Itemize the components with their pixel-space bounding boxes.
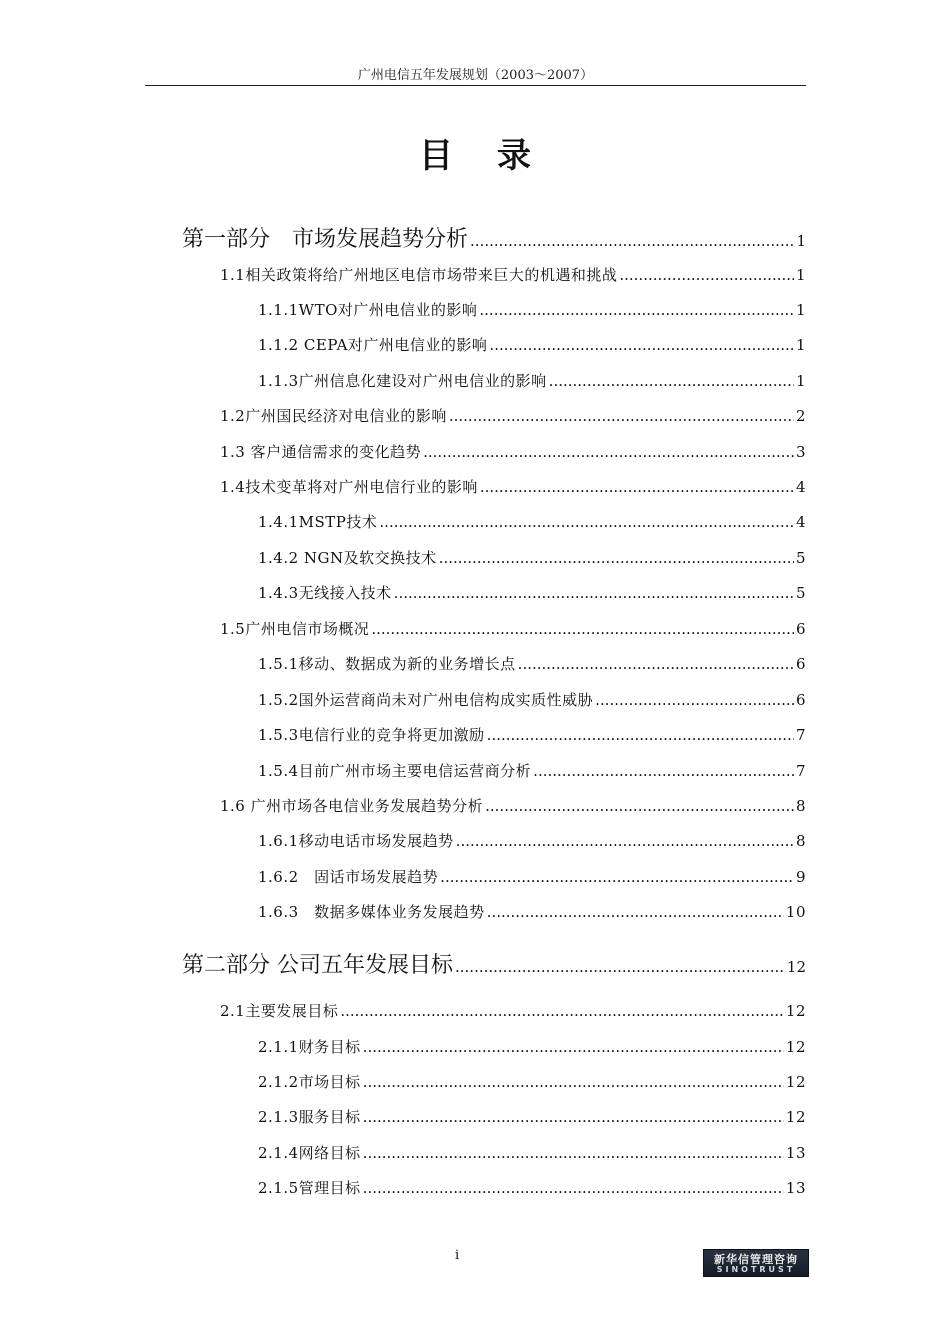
- toc-entry-page: 1: [795, 301, 806, 319]
- toc-entry-title: 2.1.1财务目标: [258, 1038, 361, 1056]
- toc-subsection-entry[interactable]: [258, 547, 806, 568]
- logo-chinese-text: 新华信管理咨询: [714, 1253, 798, 1266]
- toc-entry-title: 2.1.5管理目标: [258, 1179, 361, 1197]
- toc-entry-title: 1.5广州电信市场概况: [220, 620, 370, 638]
- toc-entry-page: 3: [795, 443, 806, 461]
- toc-entry-page: 1: [796, 232, 806, 250]
- toc-entry-title: 2.1主要发展目标: [220, 1002, 339, 1020]
- toc-entry-page: 2: [795, 407, 806, 425]
- toc-section-entry[interactable]: [220, 264, 806, 285]
- toc-entry-page: 8: [795, 797, 806, 815]
- toc-section-entry[interactable]: [220, 618, 806, 639]
- toc-section-entry[interactable]: [220, 405, 806, 426]
- toc-dot-leader: [423, 443, 794, 458]
- toc-entry-title: 1.4.2 NGN及软交换技术: [258, 549, 437, 567]
- toc-entry-title: 1.3 客户通信需求的变化趋势: [220, 443, 422, 461]
- toc-dot-leader: [480, 478, 794, 493]
- toc-subsection-entry[interactable]: [258, 866, 806, 887]
- toc-entry-page: 12: [785, 1038, 806, 1056]
- toc-dot-leader: [489, 336, 794, 351]
- toc-entry-title: 1.2广州国民经济对电信业的影响: [220, 407, 447, 425]
- toc-dot-leader: [379, 513, 794, 528]
- toc-dot-leader: [470, 232, 794, 247]
- toc-entry-page: 8: [795, 832, 806, 850]
- toc-dot-leader: [340, 1002, 784, 1017]
- toc-dot-leader: [363, 1144, 784, 1159]
- toc-dot-leader: [479, 301, 794, 316]
- toc-entry-title: 1.5.1移动、数据成为新的业务增长点: [258, 655, 516, 673]
- toc-subsection-entry[interactable]: [258, 653, 806, 674]
- toc-dot-leader: [619, 266, 794, 281]
- toc-entry-title: 2.1.2市场目标: [258, 1073, 361, 1091]
- toc-entry-page: 4: [795, 513, 806, 531]
- toc-entry-title: 1.6 广州市场各电信业务发展趋势分析: [220, 797, 484, 815]
- toc-part-entry[interactable]: [182, 948, 806, 979]
- toc-subsection-entry[interactable]: [258, 582, 806, 603]
- toc-entry-page: 13: [785, 1179, 806, 1197]
- header-rule: [145, 85, 806, 86]
- toc-entry-title: 1.4.1MSTP技术: [258, 513, 378, 531]
- toc-subsection-entry[interactable]: [258, 1106, 806, 1127]
- toc-dot-leader: [363, 1179, 784, 1194]
- footer-page-number: i: [455, 1248, 460, 1263]
- toc-dot-leader: [485, 797, 794, 812]
- toc-entry-page: 5: [795, 584, 806, 602]
- toc-dot-leader: [487, 726, 794, 741]
- toc-dot-leader: [487, 903, 784, 918]
- toc-entry-title: 1.6.3 数据多媒体业务发展趋势: [258, 903, 485, 921]
- toc-section-entry[interactable]: [220, 795, 806, 816]
- logo-english-text: SINOTRUST: [716, 1265, 796, 1274]
- toc-dot-leader: [449, 407, 794, 422]
- toc-subsection-entry[interactable]: [258, 1036, 806, 1057]
- toc-subsection-entry[interactable]: [258, 299, 806, 320]
- toc-dot-leader: [439, 549, 794, 564]
- toc-entry-page: 9: [795, 868, 806, 886]
- toc-entry-page: 12: [785, 1108, 806, 1126]
- toc-entry-title: 1.6.2 固话市场发展趋势: [258, 868, 439, 886]
- toc-dot-leader: [595, 691, 794, 706]
- toc-entry-page: 13: [785, 1144, 806, 1162]
- toc-subsection-entry[interactable]: [258, 830, 806, 851]
- toc-subsection-entry[interactable]: [258, 511, 806, 532]
- toc-dot-leader: [363, 1108, 784, 1123]
- toc-dot-leader: [363, 1038, 784, 1053]
- toc-dot-leader: [371, 620, 794, 635]
- toc-subsection-entry[interactable]: [258, 1142, 806, 1163]
- toc-entry-title: 1.1.2 CEPA对广州电信业的影响: [258, 336, 488, 354]
- toc-subsection-entry[interactable]: [258, 334, 806, 355]
- toc-title: 目录: [419, 136, 575, 176]
- toc-entry-title: 第一部分 市场发展趋势分析: [182, 227, 469, 252]
- toc-entry-page: 4: [795, 478, 806, 496]
- toc-entry-title: 1.1.3广州信息化建设对广州电信业的影响: [258, 372, 547, 390]
- toc-dot-leader: [440, 868, 794, 883]
- toc-entry-title: 2.1.3服务目标: [258, 1108, 361, 1126]
- company-logo: [703, 1249, 809, 1277]
- toc-subsection-entry[interactable]: [258, 724, 806, 745]
- toc-dot-leader: [518, 655, 794, 670]
- toc-entry-title: 1.1.1WTO对广州电信业的影响: [258, 301, 478, 319]
- toc-entry-page: 1: [795, 372, 806, 390]
- toc-entry-title: 1.5.2国外运营商尚未对广州电信构成实质性威胁: [258, 691, 594, 709]
- toc-entry-page: 1: [795, 266, 806, 284]
- toc-entry-page: 12: [786, 958, 806, 976]
- toc-dot-leader: [455, 958, 785, 973]
- toc-subsection-entry[interactable]: [258, 901, 806, 922]
- page-header: 广州电信五年发展规划（2003～2007）: [357, 68, 594, 83]
- toc-entry-title: 1.4技术变革将对广州电信行业的影响: [220, 478, 478, 496]
- toc-entry-page: 10: [785, 903, 806, 921]
- toc-section-entry[interactable]: [220, 1000, 806, 1021]
- toc-dot-leader: [394, 584, 794, 599]
- toc-subsection-entry[interactable]: [258, 760, 806, 781]
- toc-part-entry[interactable]: [182, 222, 806, 253]
- toc-entry-page: 12: [785, 1073, 806, 1091]
- toc-entry-title: 2.1.4网络目标: [258, 1144, 361, 1162]
- toc-entry-page: 6: [795, 691, 806, 709]
- toc-entry-page: 5: [795, 549, 806, 567]
- toc-entry-title: 第二部分 公司五年发展目标: [182, 953, 453, 978]
- toc-subsection-entry[interactable]: [258, 1177, 806, 1198]
- toc-entry-title: 1.5.4目前广州市场主要电信运营商分析: [258, 762, 532, 780]
- toc-entry-title: 1.6.1移动电话市场发展趋势: [258, 832, 454, 850]
- toc-entry-page: 12: [785, 1002, 806, 1020]
- toc-dot-leader: [456, 832, 794, 847]
- toc-entry-page: 7: [795, 762, 806, 780]
- toc-entry-title: 1.4.3无线接入技术: [258, 584, 392, 602]
- toc-section-entry[interactable]: [220, 476, 806, 497]
- toc-dot-leader: [363, 1073, 784, 1088]
- toc-subsection-entry[interactable]: [258, 689, 806, 710]
- toc-entry-page: 6: [795, 655, 806, 673]
- toc-entry-title: 1.1相关政策将给广州地区电信市场带来巨大的机遇和挑战: [220, 266, 618, 284]
- toc-dot-leader: [533, 762, 794, 777]
- toc-subsection-entry[interactable]: [258, 1071, 806, 1092]
- toc-section-entry[interactable]: [220, 441, 806, 462]
- toc-entry-page: 1: [795, 336, 806, 354]
- toc-subsection-entry[interactable]: [258, 370, 806, 391]
- toc-entry-page: 6: [795, 620, 806, 638]
- toc-entry-page: 7: [795, 726, 806, 744]
- toc-dot-leader: [549, 372, 794, 387]
- toc-entry-title: 1.5.3电信行业的竞争将更加激励: [258, 726, 485, 744]
